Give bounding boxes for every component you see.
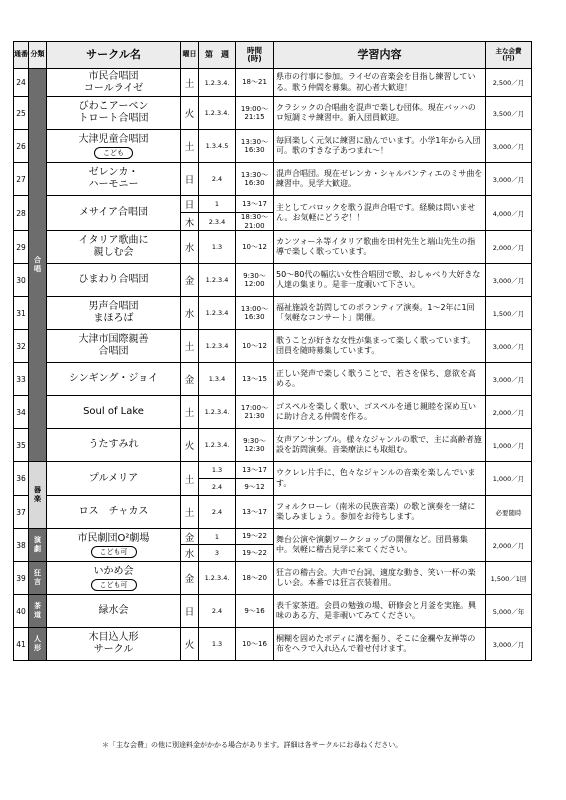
row-number: 40 (14, 595, 29, 628)
meeting-time: 17:00〜 21:30 (236, 396, 274, 429)
circle-name-text: 市民劇団O²劇場 (77, 532, 150, 544)
circle-name-text: 木目込人形 サークル (88, 632, 139, 655)
row-number: 34 (14, 396, 29, 429)
day-of-week: 土 (181, 330, 199, 363)
week-numbers: 2.4 (199, 595, 236, 628)
week-numbers: 1.2.3.4 (199, 264, 236, 297)
meeting-time: 13〜17 (236, 462, 274, 479)
circle-name-text: イタリア歌曲に 親しむ会 (78, 235, 149, 258)
meeting-time: 18〜20 (236, 562, 274, 595)
row-number: 41 (14, 628, 29, 661)
row-number: 28 (14, 196, 29, 231)
meeting-time: 13:30〜 16:30 (236, 130, 274, 163)
circle-name (47, 529, 181, 562)
table-row (14, 231, 532, 264)
meeting-time: 13〜17 (236, 496, 274, 529)
study-content: 主としてバロックを歌う混声合唱です。経験は問いません。お気軽にどうぞ！！ (274, 196, 486, 231)
category-kyogen (29, 562, 47, 595)
week-numbers: 1.2.3.4. (199, 429, 236, 462)
week-numbers: 1.2.3.4. (199, 69, 236, 97)
membership-fee: 2,500／月 (486, 69, 532, 97)
week-numbers: 1.2.3.4 (199, 330, 236, 363)
circle-name (47, 196, 181, 231)
table-body (14, 69, 532, 661)
row-number: 26 (14, 130, 29, 163)
header-fee: 主な会費 (円) (486, 42, 532, 69)
circle-name (47, 429, 181, 462)
circle-name-text: うたすみれ (88, 439, 139, 450)
circle-name (47, 163, 181, 196)
circle-name (47, 130, 181, 163)
meeting-time: 10〜16 (236, 628, 274, 661)
circle-name (47, 69, 181, 97)
day-of-week: 日 (181, 595, 199, 628)
circle-name-text: メサイア合唱団 (79, 207, 148, 218)
day-of-week: 水 (181, 297, 199, 330)
row-number: 35 (14, 429, 29, 462)
header-day: 曜日 (181, 42, 199, 69)
day-of-week: 日 (181, 196, 199, 213)
meeting-time: 13〜17 (236, 196, 274, 213)
circle-name-text: ひまわり合唱団 (78, 274, 149, 285)
table-row (14, 462, 532, 479)
meeting-time: 19:00〜 21:15 (236, 97, 274, 130)
day-of-week-2: 木 (181, 213, 199, 231)
study-content: 歌うことが好きな女性が集まって楽しく歌っています。団員を随時募集しています。 (274, 330, 486, 363)
table-row (14, 69, 532, 97)
meeting-time: 13〜15 (236, 363, 274, 396)
header-category: 分類 (29, 42, 47, 69)
table-row (14, 529, 532, 545)
category-doll (29, 628, 47, 661)
circle-name-text: 大津児童合唱団 (78, 133, 149, 145)
header-no: 通番 (14, 42, 29, 69)
meeting-time-2: 18:30〜 21:00 (236, 213, 274, 231)
circle-name (47, 462, 181, 496)
circle-name-text: ゼレンカ・ ハーモニー (88, 167, 139, 190)
membership-fee: 必要随時 (486, 496, 532, 529)
week-numbers: 1.2.3.4. (199, 97, 236, 130)
membership-fee: 3,000／月 (486, 363, 532, 396)
study-content: 表千家茶道。会員の勉強の場、研修会と月釜を実施。興味のある方、是非覗いてみてください。 (274, 595, 486, 628)
study-content: 毎回楽しく元気に練習に励んでいます。小学1年から入団可。歌のすきな子あつまれ〜！ (274, 130, 486, 163)
header-time: 時間 (時) (236, 42, 274, 69)
membership-fee: 3,000／月 (486, 628, 532, 661)
membership-fee: 3,000／月 (486, 330, 532, 363)
week-numbers-2: 3 (199, 545, 236, 562)
meeting-time-2: 19〜22 (236, 545, 274, 562)
table-row (14, 130, 532, 163)
study-content: フォルクローレ（南米の民族音楽）の歌と演奏を一緒に楽しみましょう。参加をお待ちします。 (274, 496, 486, 529)
week-numbers: 1.3.4.5 (199, 130, 236, 163)
day-of-week: 土 (181, 496, 199, 529)
membership-fee: 2,000／月 (486, 529, 532, 562)
study-content: ゴスペルを楽しく歌い、ゴスペルを通じ親睦を深め互いに助け合える仲間を作る。 (274, 396, 486, 429)
study-content: 50〜80代の幅広い女性合唱団で歌、おしゃべり大好きな人達の集まり。是非一度覗いて下さい。 (274, 264, 486, 297)
table-row (14, 264, 532, 297)
membership-fee: 1,500／1回 (486, 562, 532, 595)
footnote: ＊「主な会費」の他に別途料金がかかる場合があります。詳細は各サークルにお尋ねください。 (102, 741, 403, 749)
table-row (14, 163, 532, 196)
table-row (14, 429, 532, 462)
study-content: 舞台公演や演劇ワークショップの開催など。団員募集中。気軽に稽古見学に来てください。 (274, 529, 486, 562)
membership-fee: 2,000／月 (486, 231, 532, 264)
table-row (14, 595, 532, 628)
study-content: 女声アンサンブル。様々なジャンルの歌で、主に高齢者施設を訪問演奏。音楽療法にも取組む。 (274, 429, 486, 462)
meeting-time: 18〜21 (236, 69, 274, 97)
table-row (14, 297, 532, 330)
week-numbers: 1.3.4 (199, 363, 236, 396)
circle-name (47, 330, 181, 363)
meeting-time: 19〜22 (236, 529, 274, 545)
circle-name-text: びわこアーベン トロート合唱団 (78, 101, 149, 124)
meeting-time-2: 9〜12 (236, 479, 274, 496)
table-row (14, 97, 532, 130)
study-content: 県市の行事に参加。ライゼの音楽会を目指し練習している。歌う仲間を募集。初心者大歓迎！ (274, 69, 486, 97)
category-drama (29, 529, 47, 562)
category-label: 演劇 (33, 536, 42, 554)
table-row (14, 363, 532, 396)
study-content: 福祉施設を訪問してのボランティア演奏。1〜2年に1回「気軽なコンサート」開催。 (274, 297, 486, 330)
membership-fee: 3,000／月 (486, 163, 532, 196)
week-numbers: 1.2.3.4. (199, 562, 236, 595)
circle-name (47, 595, 181, 628)
meeting-time: 13:30〜 16:30 (236, 163, 274, 196)
circle-name-text: シンギング・ジョイ (68, 373, 159, 384)
header-week: 第 週 (199, 42, 236, 69)
week-numbers: 1.2.3.4 (199, 297, 236, 330)
day-of-week: 火 (181, 97, 199, 130)
row-number: 29 (14, 231, 29, 264)
circle-name (47, 363, 181, 396)
circle-name (47, 628, 181, 661)
day-of-week-2: 水 (181, 545, 199, 562)
day-of-week: 水 (181, 231, 199, 264)
circle-name (47, 496, 181, 529)
circle-name-text: 緑水会 (98, 605, 129, 616)
study-content: 桐糊を固めたボディに溝を掘り、そこに金襴や友禅等の布をヘラで入れ込んで着せ付けます。 (274, 628, 486, 661)
row-number: 30 (14, 264, 29, 297)
meeting-time: 13:00〜 16:30 (236, 297, 274, 330)
meeting-time: 10〜12 (236, 231, 274, 264)
meeting-time: 9:30〜 12:00 (236, 264, 274, 297)
kids-badge: こども (94, 147, 133, 159)
meeting-time: 10〜12 (236, 330, 274, 363)
row-number: 33 (14, 363, 29, 396)
category-label: 器楽 (33, 486, 42, 504)
circle-name-text: いかめ会 (93, 565, 134, 577)
study-content: 正しい発声で楽しく歌うことで、若さを保ち、意欲を高める。 (274, 363, 486, 396)
study-content: クラシックの合唱曲を混声で楽しむ団体。現在バッハのロ短調ミサ練習中。新入団員歓迎。 (274, 97, 486, 130)
category-label: 合唱 (33, 256, 42, 274)
day-of-week: 火 (181, 628, 199, 661)
study-content: 狂言の稽古会。大声で台詞、適度な動き、笑い一杯の楽しい会。本番では狂言衣装着用。 (274, 562, 486, 595)
membership-fee: 4,000／月 (486, 196, 532, 231)
circle-name-text: 大津市国際親善 合唱団 (78, 334, 149, 357)
membership-fee: 1,500／月 (486, 297, 532, 330)
kids-badge: こども可 (91, 579, 137, 591)
table-row (14, 496, 532, 529)
row-number: 36 (14, 462, 29, 496)
category-label: 茶道 (33, 602, 42, 620)
day-of-week: 火 (181, 429, 199, 462)
row-number: 25 (14, 97, 29, 130)
membership-fee: 5,000／年 (486, 595, 532, 628)
day-of-week: 土 (181, 462, 199, 496)
table-row (14, 562, 532, 595)
week-numbers: 2.4 (199, 163, 236, 196)
membership-fee: 2,000／月 (486, 396, 532, 429)
category-label: 人形 (33, 635, 42, 653)
week-numbers: 1 (199, 196, 236, 213)
row-number: 37 (14, 496, 29, 529)
category-instrument (29, 462, 47, 529)
row-number: 32 (14, 330, 29, 363)
circle-name (47, 562, 181, 595)
table-row (14, 396, 532, 429)
circle-name-text: Soul of Lake (83, 406, 144, 417)
row-number: 31 (14, 297, 29, 330)
study-content: カンツォーネ等イタリア歌曲を田村先生と端山先生の指導で楽しく歌っています。 (274, 231, 486, 264)
circle-name-text: 市民合唱団 コールライゼ (83, 70, 144, 94)
day-of-week: 金 (181, 264, 199, 297)
week-numbers-2: 2.4 (199, 479, 236, 496)
header-circle: サークル名 (47, 42, 181, 69)
study-content: ウクレレ片手に、色々なジャンルの音楽を楽しんでいます。 (274, 462, 486, 496)
circle-name-text: 男声合唱団 まほろば (88, 301, 139, 324)
row-number: 38 (14, 529, 29, 562)
week-numbers: 2.4 (199, 496, 236, 529)
study-content: 混声合唱団。現在ゼレンカ・シャルパンティエのミサ曲を練習中。見学大歓迎。 (274, 163, 486, 196)
week-numbers: 1.2.3.4. (199, 396, 236, 429)
day-of-week: 日 (181, 163, 199, 196)
table-row (14, 330, 532, 363)
membership-fee: 1,000／月 (486, 462, 532, 496)
day-of-week: 土 (181, 396, 199, 429)
membership-fee: 3,500／月 (486, 97, 532, 130)
week-numbers: 1.3 (199, 628, 236, 661)
table-row (14, 628, 532, 661)
membership-fee: 3,000／月 (486, 130, 532, 163)
circle-name (47, 396, 181, 429)
row-number: 24 (14, 69, 29, 97)
circle-name-text: ロス チャカス (78, 506, 149, 517)
category-label: 狂言 (33, 569, 42, 587)
row-number: 39 (14, 562, 29, 595)
circle-name (47, 97, 181, 130)
week-numbers: 1.3 (199, 231, 236, 264)
day-of-week: 土 (181, 130, 199, 163)
row-number: 27 (14, 163, 29, 196)
day-of-week: 土 (181, 69, 199, 97)
circle-name (47, 231, 181, 264)
week-numbers-2: 2.3.4 (199, 213, 236, 231)
table-row (14, 196, 532, 213)
kids-badge: こども可 (91, 546, 137, 558)
header-content: 学習内容 (274, 42, 486, 69)
day-of-week: 金 (181, 529, 199, 545)
week-numbers: 1.3 (199, 462, 236, 479)
meeting-time: 9:30〜 12:30 (236, 429, 274, 462)
day-of-week: 金 (181, 562, 199, 595)
membership-fee: 3,000／月 (486, 264, 532, 297)
circle-name-text: プルメリア (88, 472, 139, 484)
membership-fee: 1,000／月 (486, 429, 532, 462)
category-chorus (29, 69, 47, 462)
week-numbers: 1 (199, 529, 236, 545)
day-of-week: 金 (181, 363, 199, 396)
meeting-time: 9〜16 (236, 595, 274, 628)
circle-name (47, 264, 181, 297)
category-tea (29, 595, 47, 628)
circle-name (47, 297, 181, 330)
circle-table (13, 41, 532, 661)
